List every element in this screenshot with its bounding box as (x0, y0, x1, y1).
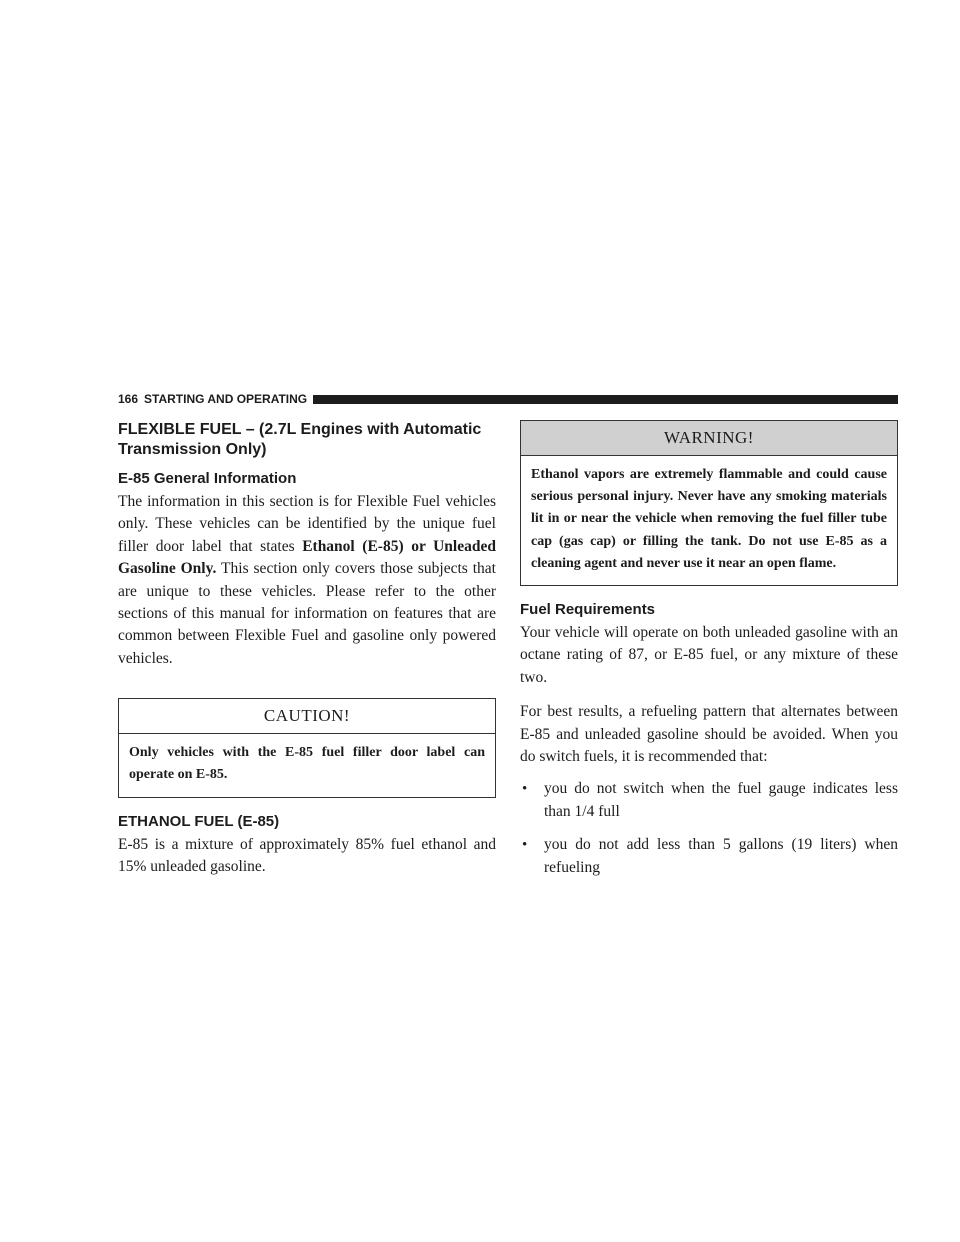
caution-text: Only vehicles with the E-85 fuel filler door label can operate on E-85. (129, 745, 485, 783)
list-item (520, 778, 898, 823)
general-text-part-2: This section only covers those subjects that are unique to these vehicles. Please refer to the other sections of this manual for information on features that are common between Flexible Fuel and gasoline only powered vehicles. (118, 560, 496, 667)
fuel-paragraph-2: For best results, a refueling pattern that alternates between E-85 and unleaded gasoline should be avoided. When you do switch fuels, it is recommended that: (520, 703, 898, 766)
warning-text: Ethanol vapors are extremely flammable and could cause serious personal injury. Never have any smoking materials lit in or near the vehicle when removing the fuel filler tube cap (gas cap) or filling the tank. Do not use E-85 as a cleaning agent and never use it near an open flame. (531, 467, 887, 571)
list-item-text: you do not add less than 5 gallons (19 liters) when refueling (544, 836, 898, 876)
general-text-part-1: The information in this section is for Flexible Fuel vehicles only. These vehicles can be identified by the unique fuel filler door label that states (118, 493, 496, 555)
fuel-requirements-heading: Fuel Requirements (520, 601, 656, 619)
header-rule (313, 395, 898, 404)
right-column (520, 420, 898, 879)
warning-title: WARNING! (521, 421, 897, 456)
section-title: STARTING AND OPERATING (144, 392, 308, 406)
main-heading: FLEXIBLE FUEL – (2.7L Engines with Automatic Transmission Only) (118, 421, 482, 458)
general-info-paragraph (118, 491, 496, 670)
bullet-icon: • (522, 781, 528, 798)
recommendation-list (520, 778, 898, 879)
label-text-bold: Ethanol (E-85) or Unleaded Gasoline Only. (118, 537, 496, 578)
list-item-text: you do not switch when the fuel gauge indicates less than 1/4 full (544, 780, 898, 820)
caution-title: CAUTION! (119, 699, 495, 734)
ethanol-heading: ETHANOL FUEL (E-85) (118, 812, 280, 830)
ethanol-paragraph: E-85 is a mixture of approximately 85% fuel ethanol and 15% unleaded gasoline. (118, 835, 496, 876)
left-column (118, 420, 496, 878)
caution-box (118, 698, 496, 797)
fuel-paragraph-1: Your vehicle will operate on both unleaded gasoline with an octane rating of 87, or E-85 fuel, or any mixture of these two. (520, 624, 898, 686)
page-header (118, 391, 898, 407)
page-number: 166 (118, 392, 139, 406)
warning-box (520, 420, 898, 586)
general-info-heading: E-85 General Information (118, 470, 297, 487)
list-item (520, 834, 898, 879)
bullet-icon: • (522, 837, 528, 854)
